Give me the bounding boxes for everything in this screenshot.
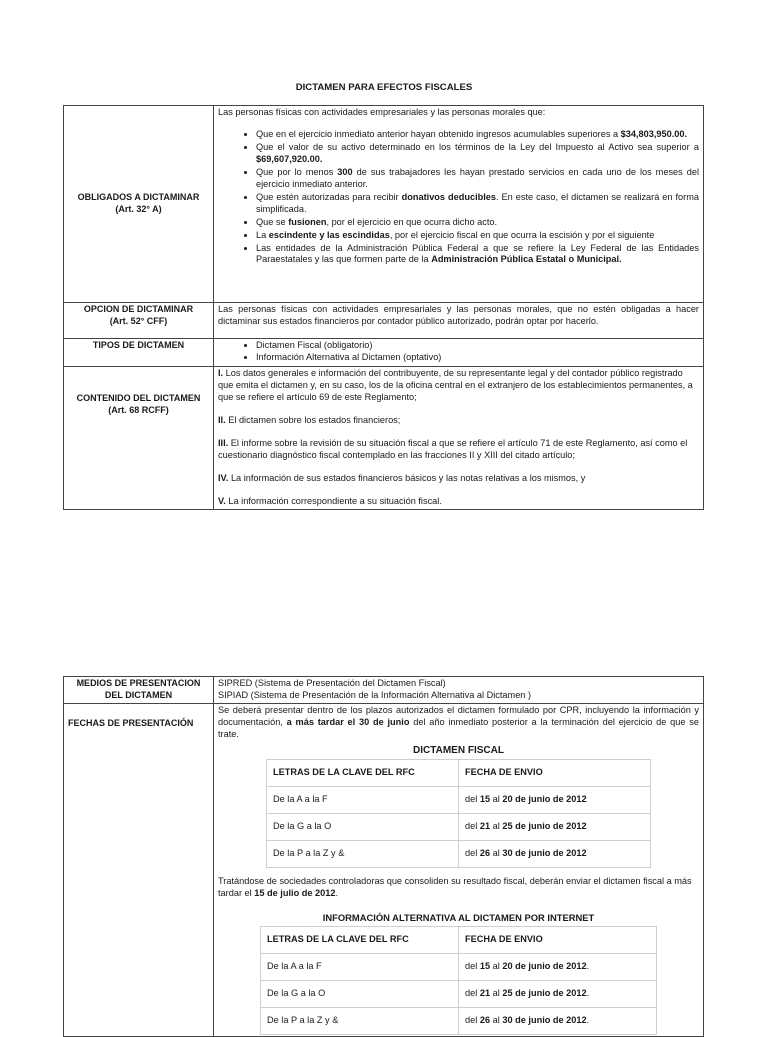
tipos-list [218, 340, 699, 364]
list-item: • Que por lo menos 300 de sus trabajadores les hayan prestado servicios en cada uno de los meses del ejercicio inmediato anterior. [256, 167, 699, 191]
row-tipos [64, 339, 704, 367]
table-row: De la P a la Z y & del 26 al 30 de junio de 2012 [267, 840, 651, 867]
opcion-text: Las personas físicas con actividades empresariales y las personas morales, que no estén obligadas a hacer dictaminar sus estados financieros por contador público autorizado, podrán optar por hacerlo. [214, 303, 704, 339]
dictamen-table-top [63, 105, 704, 510]
table-header [261, 926, 657, 953]
fechas-label: FECHAS DE PRESENTACIÓN [64, 703, 214, 1036]
row-obligados [64, 106, 704, 303]
contenido-content [214, 367, 704, 510]
info-alternativa-title: INFORMACIÓN ALTERNATIVA AL DICTAMEN POR INTERNET [322, 911, 595, 923]
table-row: De la G a la O del 21 al 25 de junio de 2012. [261, 980, 657, 1007]
table-row: De la A a la F del 15 al 20 de junio de 2012 [267, 786, 651, 813]
list-item: • Información Alternativa al Dictamen (optativo) [256, 352, 699, 364]
obligados-intro: Las personas físicas con actividades empresariales y las personas morales que: [218, 107, 546, 117]
dictamen-fiscal-table [266, 759, 651, 868]
dictamen-fiscal-title: DICTAMEN FISCAL [413, 744, 504, 756]
medios-line-1: SIPRED (Sistema de Presentación del Dictamen Fiscal) [218, 678, 446, 688]
list-item: • Dictamen Fiscal (obligatorio) [256, 340, 699, 352]
tipos-label: TIPOS DE DICTAMEN [64, 339, 214, 367]
row-medios [64, 677, 704, 704]
obligados-list [218, 129, 699, 266]
list-item: • Las entidades de la Administración Pública Federal a que se refiere la Ley Federal de las Entidades Paraestatales y las que formen parte de la Administración Pública Estatal o Municipal. [256, 243, 699, 267]
contenido-label: CONTENIDO DEL DICTAMEN (Art. 68 RCFF) [64, 367, 214, 510]
info-alternativa-table [260, 926, 657, 1035]
fechas-intro: Se deberá presentar dentro de los plazos autorizados el dictamen formulado por CPR, incluyendo la información y documentación, a más tardar el 30 de junio del año inmediato posterior a la terminación del ejercicio de que se trate. [218, 704, 699, 739]
dictamen-table-bottom [63, 676, 704, 1037]
contenido-item-2: II. El dictamen sobre los estados financieros; [218, 414, 401, 425]
opcion-label: OPCION DE DICTAMINAR (Art. 52° CFF) [64, 303, 214, 339]
controladoras-note: Tratándose de sociedades controladoras que consoliden su resultado fiscal, deberán enviar el dictamen fiscal a más tardar el 15 de julio de 2012. [218, 875, 692, 898]
list-item: • Que en el ejercicio inmediato anterior hayan obtenido ingresos acumulables superiores a $34,803,950.00. [256, 129, 699, 141]
tipos-content [214, 339, 704, 367]
contenido-item-3: III. El informe sobre la revisión de su situación fiscal a que se refiere el artículo 71 de este Reglamento, así como el cuestionario diagnóstico fiscal contemplado en las fracciones II y XIII del citado artículo; [218, 437, 688, 460]
table-row: De la G a la O del 21 al 25 de junio de 2012 [267, 813, 651, 840]
row-opcion [64, 303, 704, 339]
table-row: De la A a la F del 15 al 20 de junio de 2012. [261, 953, 657, 980]
row-fechas [64, 703, 704, 1036]
table-row: De la P a la Z y & del 26 al 30 de junio de 2012. [261, 1007, 657, 1034]
medios-content [214, 677, 704, 704]
contenido-item-1: I. Los datos generales e información del contribuyente, de su representante legal y del contador público registrado que emita el dictamen y, en su caso, los de la oficina central en el extranjero de los establecimientos permanentes, a que se refiere el artículo 69 de este Reglamento; [218, 368, 693, 402]
list-item: • Que estén autorizadas para recibir donativos deducibles. En este caso, el dictamen se realizará en forma simplificada. [256, 192, 699, 216]
obligados-label: OBLIGADOS A DICTAMINAR (Art. 32° A) [64, 106, 214, 303]
medios-label: MEDIOS DE PRESENTACION DEL DICTAMEN [64, 677, 214, 704]
table-header [267, 759, 651, 786]
obligados-content [214, 106, 704, 303]
medios-line-2: SIPIAD (Sistema de Presentación de la Información Alternativa al Dictamen ) [218, 689, 532, 700]
contenido-item-4: IV. La información de sus estados financieros básicos y las notas relativas a los mismos, y [218, 472, 586, 483]
col-letters-header: LETRAS DE LA CLAVE DEL RFC [261, 926, 459, 953]
fechas-content [214, 703, 704, 1036]
col-date-header: FECHA DE ENVIO [459, 759, 651, 786]
list-item: • Que se fusionen, por el ejercicio en que ocurra dicho acto. [256, 217, 699, 229]
row-contenido [64, 367, 704, 510]
list-item: • La escindente y las escindidas, por el ejercicio fiscal en que ocurra la escisión y por el siguiente [256, 230, 699, 242]
page-title: DICTAMEN PARA EFECTOS FISCALES [295, 82, 473, 93]
col-letters-header: LETRAS DE LA CLAVE DEL RFC [267, 759, 459, 786]
col-date-header: FECHA DE ENVIO [459, 926, 657, 953]
contenido-item-5: V. La información correspondiente a su situación fiscal. [218, 495, 442, 506]
list-item: • Que el valor de su activo determinado en los términos de la Ley del Impuesto al Activo sea superior a $69,607,920.00. [256, 142, 699, 166]
